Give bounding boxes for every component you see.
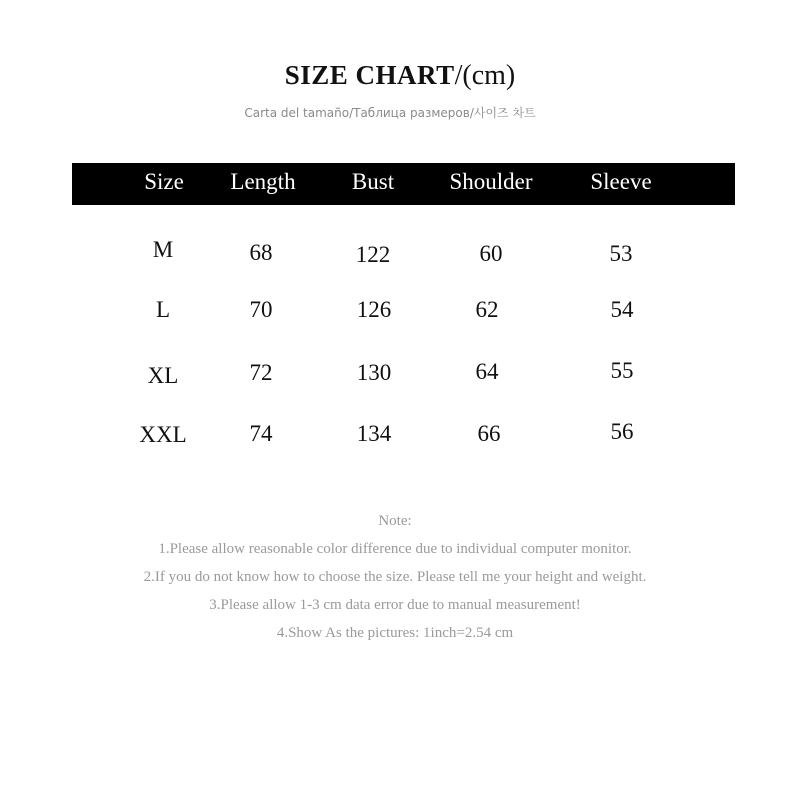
- table-row: [0, 237, 800, 277]
- table-row: [0, 297, 800, 337]
- cell-size: M: [152, 237, 174, 262]
- note-item: 4.Show As the pictures: 1inch=2.54 cm: [276, 625, 514, 641]
- cell-bust: 122: [355, 242, 391, 267]
- notes-heading: Note:: [378, 513, 412, 529]
- cell-bust: 134: [356, 421, 392, 446]
- cell-shoulder: 62: [475, 297, 499, 322]
- cell-sleeve: 53: [609, 241, 633, 266]
- table-header: [72, 163, 735, 205]
- subtitle-translations: Carta del tamaño/Таблица размеров/사이즈 차트: [244, 106, 536, 120]
- cell-shoulder: 66: [477, 421, 501, 446]
- note-item: 2.If you do not know how to choose the size. Please tell me your height and weight.: [143, 569, 647, 585]
- note-item: 1.Please allow reasonable color difference due to individual computer monitor.: [158, 541, 632, 557]
- header-length: Length: [230, 169, 296, 194]
- cell-shoulder: 64: [475, 359, 499, 384]
- cell-length: 70: [249, 297, 273, 322]
- cell-length: 68: [249, 240, 273, 265]
- table-row: [0, 360, 800, 400]
- header-bust: Bust: [351, 169, 395, 194]
- cell-size: L: [155, 297, 171, 322]
- cell-bust: 126: [356, 297, 392, 322]
- header-sleeve: Sleeve: [590, 169, 652, 194]
- notes-section: [0, 510, 790, 650]
- header-size: Size: [144, 169, 184, 194]
- header-shoulder: Shoulder: [449, 169, 533, 194]
- cell-bust: 130: [356, 360, 392, 385]
- cell-length: 74: [249, 421, 273, 446]
- page-title: [0, 60, 800, 92]
- cell-size: XXL: [139, 422, 187, 447]
- cell-shoulder: 60: [479, 241, 503, 266]
- cell-sleeve: 55: [610, 358, 634, 383]
- note-item: 3.Please allow 1-3 cm data error due to manual measurement!: [209, 597, 581, 613]
- title-unit: /(cm): [454, 60, 516, 91]
- title-main: SIZE CHART: [284, 60, 455, 90]
- cell-length: 72: [249, 360, 273, 385]
- cell-size: XL: [147, 363, 179, 388]
- table-row: [0, 421, 800, 461]
- cell-sleeve: 56: [610, 419, 634, 444]
- cell-sleeve: 54: [610, 297, 634, 322]
